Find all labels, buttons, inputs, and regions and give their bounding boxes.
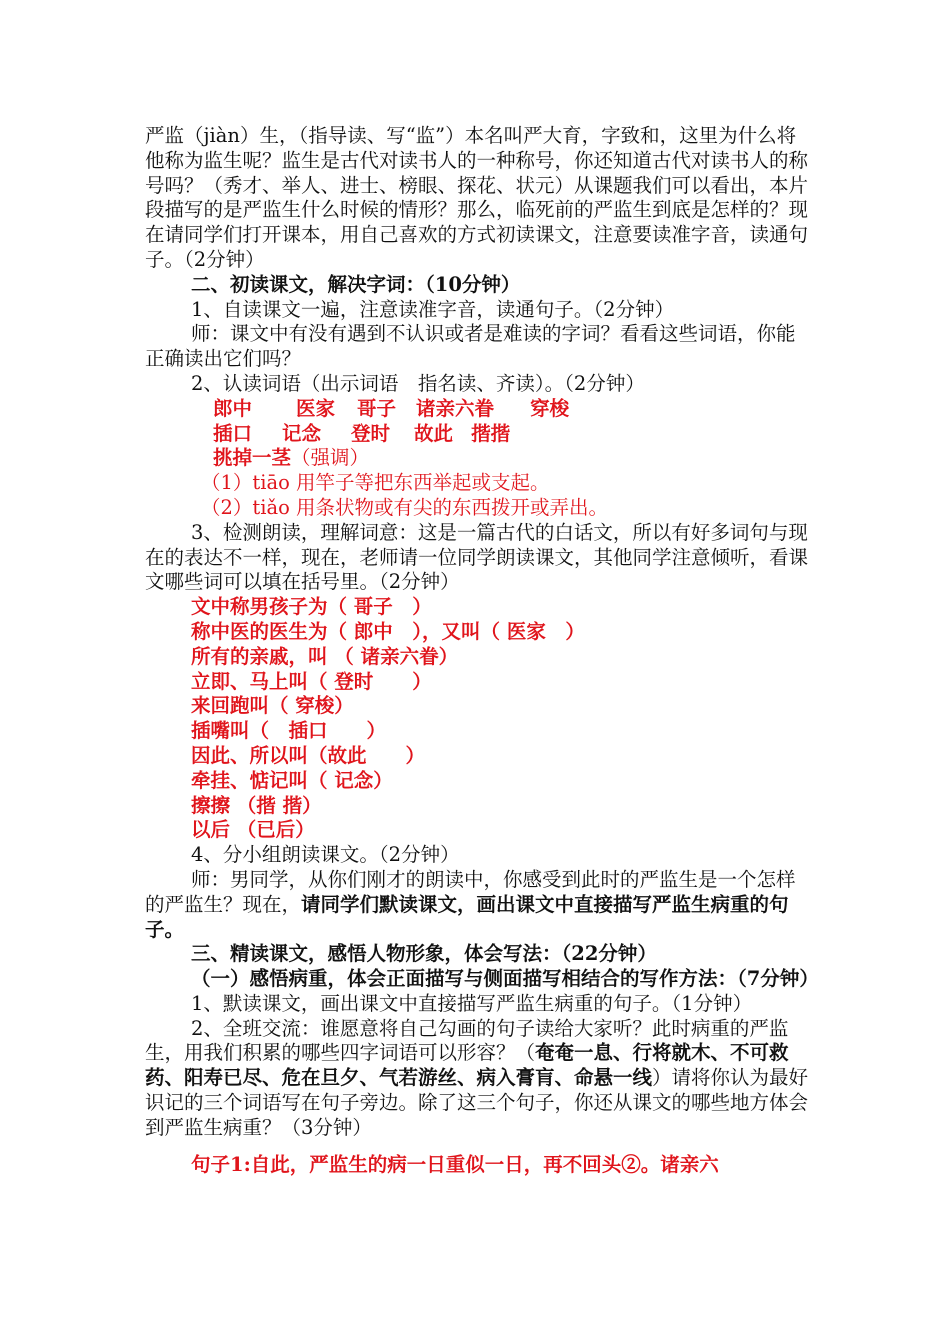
word: 揩揩 bbox=[471, 421, 511, 445]
s2-step-3: 3、检测朗读，理解词意：这是一篇古代的白话文，所以有好多词句与现在的表达不一样，现在，老师请一位同学朗读课文，其他同学注意倾听，看课文哪些词可以填在括号里。（2分钟） bbox=[145, 520, 809, 594]
answer-item: 所有的亲戚，叫 （ 诸亲六眷） bbox=[191, 644, 459, 668]
idiom-list: 奄奄一息、行将就木、不可救药、阳寿已尽、危在旦夕、气若游丝、病入膏肓、命悬一线 bbox=[145, 1041, 789, 1090]
tiao-meaning-2: （2）tiǎo 用条状物或有尖的东西拨开或弄出。 bbox=[201, 495, 609, 519]
s2-step-4: 4、分小组朗读课文。（2分钟） bbox=[191, 843, 460, 867]
step-text: 2、全班交流：谁愿意将自己勾画的句子读给大家听？此时病重的严监生，用我们积累的哪些四字词语可以形容？（ bbox=[145, 1016, 789, 1065]
s3-step-1: 1、默读课文，画出课文中直接描写严监生病重的句子。（1分钟） bbox=[191, 991, 753, 1015]
word: 穿梭 bbox=[530, 396, 570, 420]
answer-item: 擦擦 （揩 揩） bbox=[191, 793, 322, 817]
word: 医家 bbox=[296, 396, 336, 420]
section-3-heading: 三、精读课文，感悟人物形象，体会写法：（22分钟） bbox=[191, 942, 657, 966]
document-page bbox=[145, 124, 819, 1177]
tiao-word-line bbox=[145, 446, 810, 471]
answer-item: 称中医的医生为（ 郎中 ），又叫（ 医家 ） bbox=[191, 619, 585, 643]
answer-item: 以后 （已后） bbox=[191, 818, 315, 842]
answer-item: 插嘴叫（ 插口 ） bbox=[191, 719, 387, 743]
answer-item: 来回跑叫（ 穿梭） bbox=[191, 694, 354, 718]
word-list-row-1 bbox=[145, 397, 810, 422]
s2-step-1: 1、自读课文一遍，注意读准字音，读通句子。（2分钟） bbox=[191, 297, 675, 321]
word: 郎中 bbox=[213, 396, 253, 420]
tiao-word: 挑掉一茎 bbox=[213, 446, 292, 470]
word: 诸亲六眷 bbox=[416, 396, 495, 420]
section-3-subheading: （一）感悟病重，体会正面描写与侧面描写相结合的写作方法：（7分钟） bbox=[191, 967, 819, 991]
intro-paragraph: 严监（jiàn）生，（指导读、写“监”）本名叫严大育，字致和，这里为什么将他称为监生呢？监生是古代对读书人的一种称号，你还知道古代对读书人的称号吗？（秀才、举人、进士、榜眼、探花、状元）从课题我们可以看出，本片段描写的是严监生什么时候的情形？那么，临死前的严监生到底是怎样的？现在请同学们打开课本，用自己喜欢的方式初读课文，注意要读准字音，读通句子。（2分钟） bbox=[145, 124, 809, 271]
word: 记念 bbox=[282, 421, 322, 445]
answer-item: 因此、所以叫（故此 ） bbox=[191, 743, 426, 767]
word: 故此 bbox=[414, 421, 454, 445]
step-text: ）请将你认为最好识记的三个词语写在句子旁边。除了这三个句子，你还从课文的哪些地方体会到严监生病重？（3分钟） bbox=[145, 1066, 809, 1139]
answer-item: 文中称男孩子为（ 哥子 ） bbox=[191, 595, 432, 619]
answer-item: 牵挂、惦记叫（ 记念） bbox=[191, 768, 393, 792]
tiao-meaning-1: （1）tiāo 用竿子等把东西举起或支起。 bbox=[201, 471, 550, 495]
prompt-bold-text: 请同学们默读课文，画出课文中直接描写严监生病重的句子。 bbox=[145, 892, 789, 941]
word: 插口 bbox=[213, 421, 253, 445]
tiao-note: （强调） bbox=[291, 446, 370, 470]
sentence-1: 句子1:自此，严监生的病一日重似一日，再不回头②。诸亲六 bbox=[191, 1152, 719, 1176]
s3-step-2 bbox=[145, 1017, 810, 1141]
prompt-text: 师：男同学，从你们刚才的朗读中，你感受到此时的严监生是一个怎样的严监生？现在， bbox=[145, 867, 796, 916]
word-list-row-2 bbox=[145, 422, 810, 447]
s2-teacher-prompt bbox=[145, 868, 810, 942]
answer-item: 立即、马上叫（ 登时 ） bbox=[191, 669, 432, 693]
s2-step-2: 2、认读词语（出示词语 指名读、齐读）。（2分钟） bbox=[191, 371, 645, 395]
section-2-heading: 二、初读课文，解决字词：（10分钟） bbox=[191, 272, 521, 296]
word: 哥子 bbox=[357, 396, 397, 420]
s2-teacher-question: 师：课文中有没有遇到不认识或者是难读的字词？看看这些词语，你能正确读出它们吗？ bbox=[145, 322, 796, 371]
word: 登时 bbox=[351, 421, 391, 445]
